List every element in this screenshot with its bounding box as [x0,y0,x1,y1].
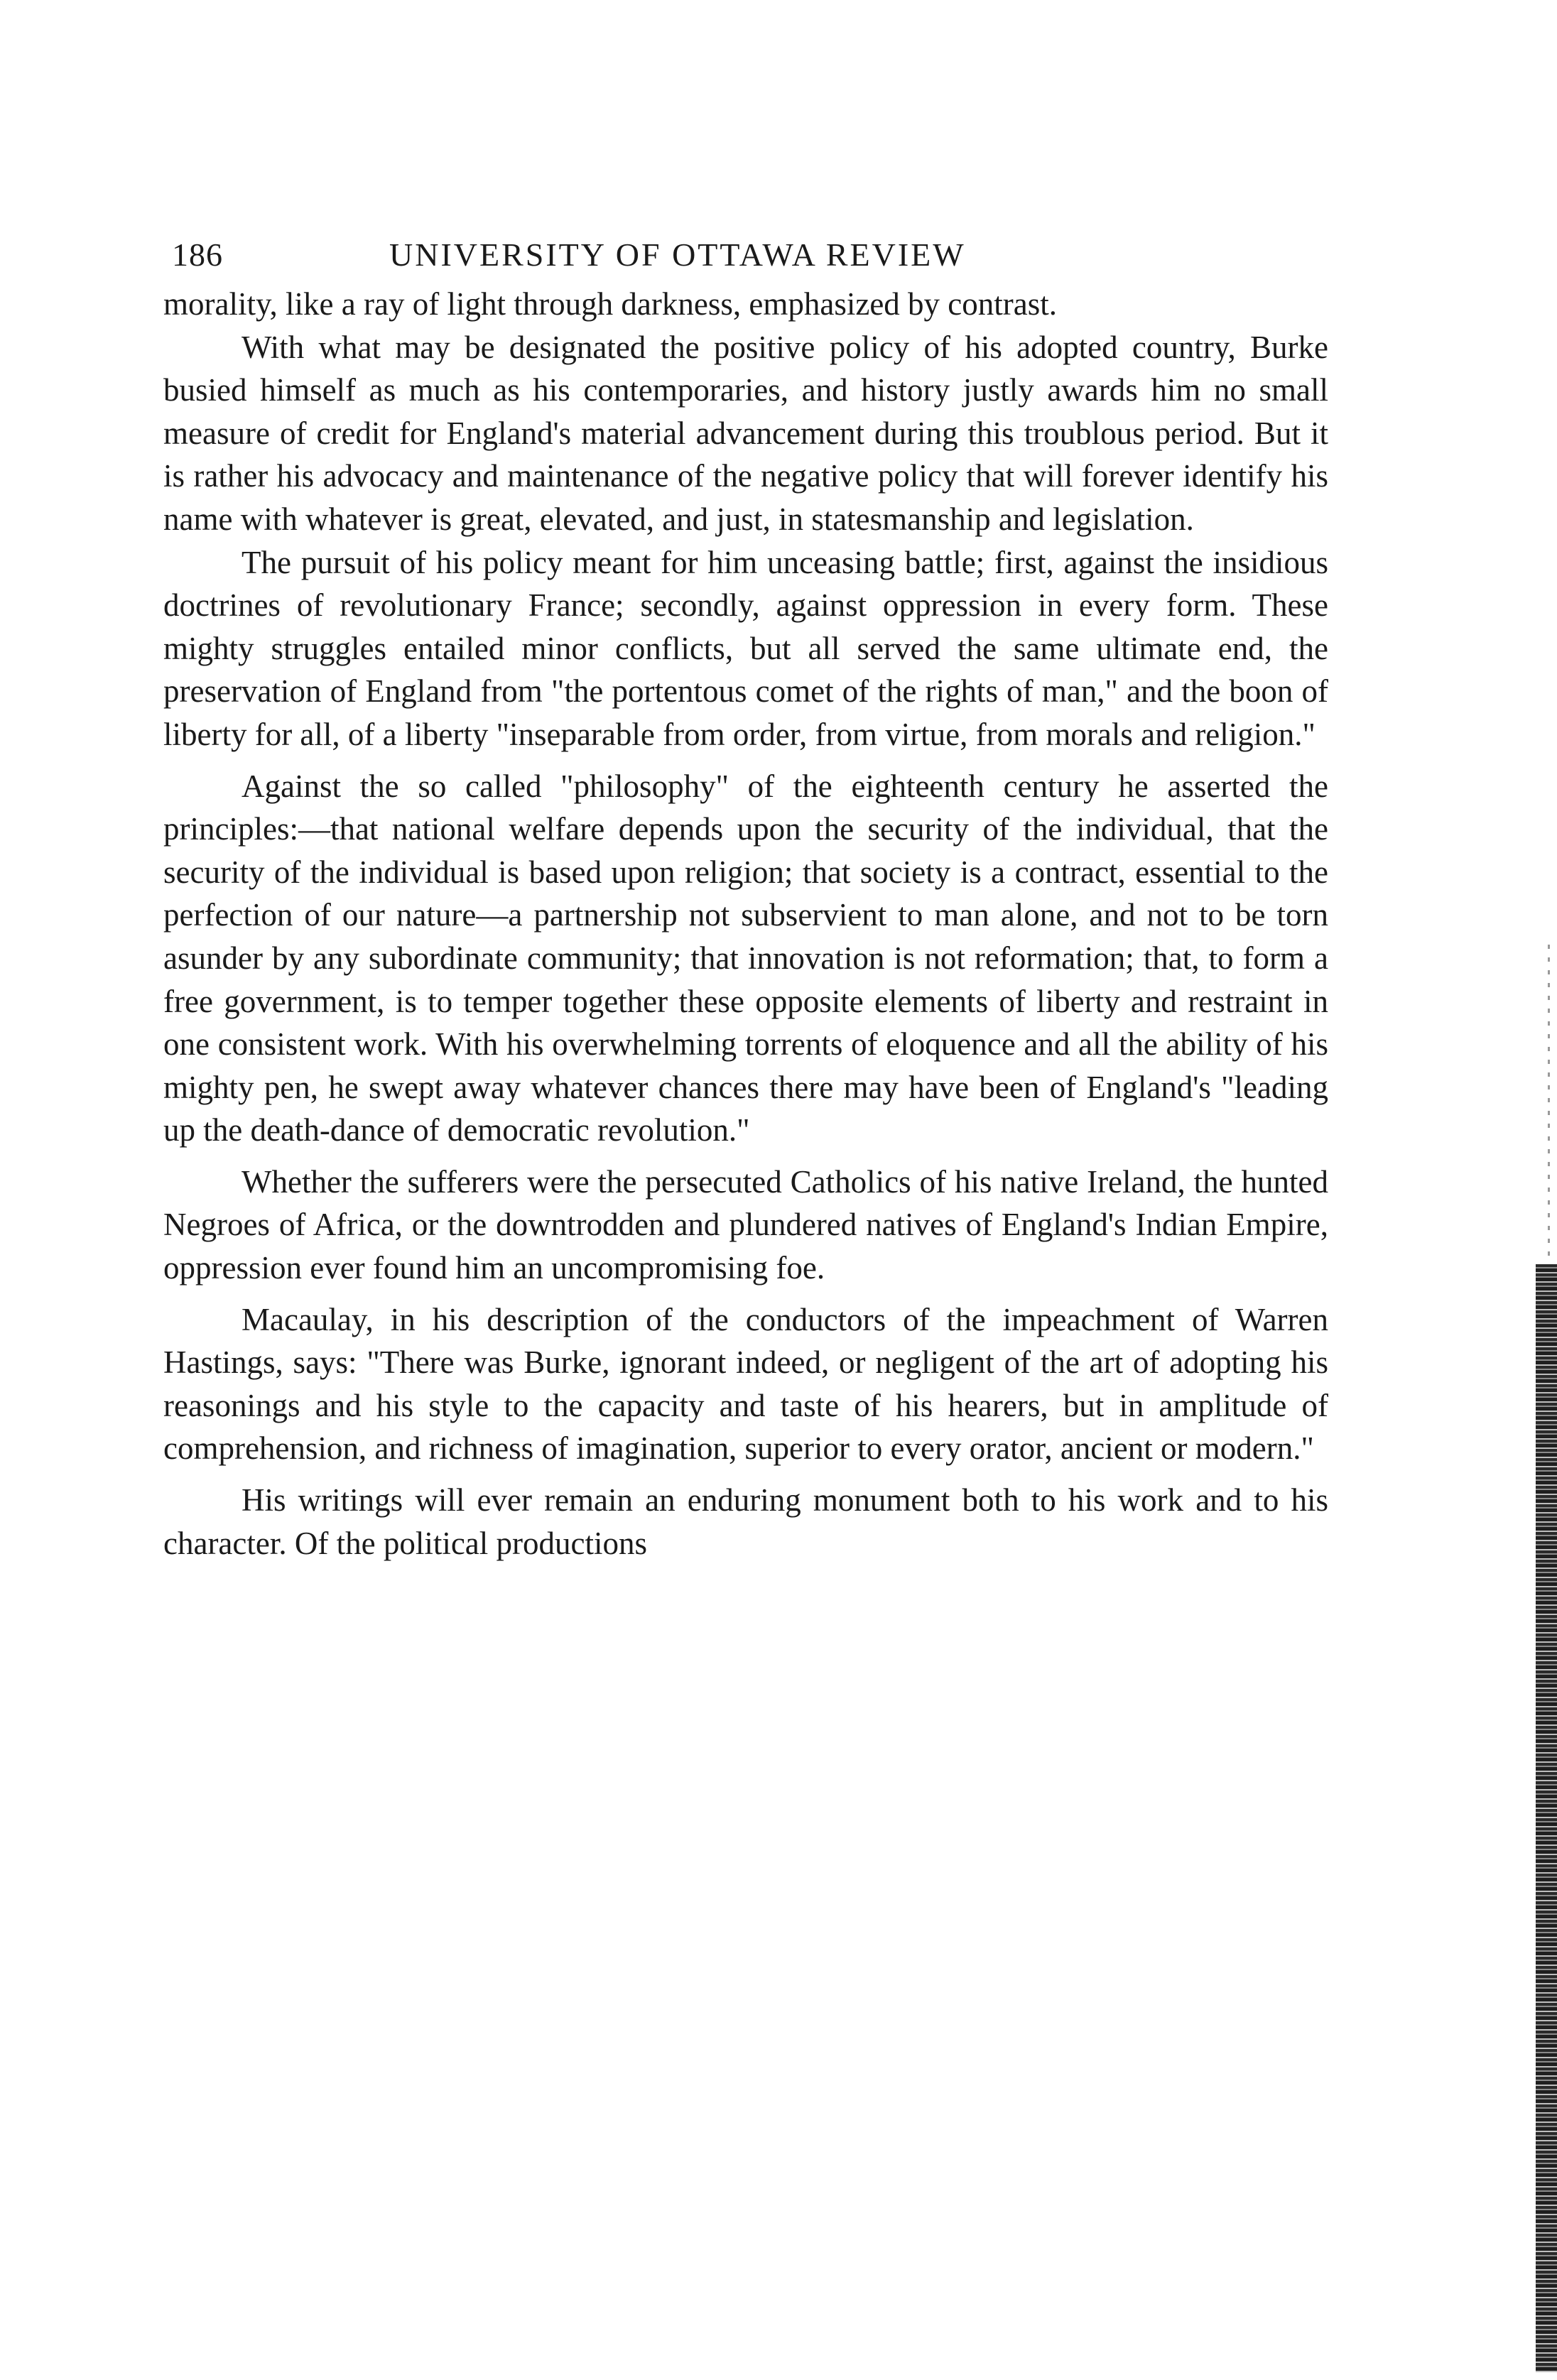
article-body [163,283,1328,1565]
paragraph-continued: morality, like a ray of light through darkness, emphasized by contrast. [163,286,1058,322]
paragraph-writings: His writings will ever remain an enduring monument both to his work and to his character. Of the political productions [163,1482,1328,1561]
page-number: 186 [172,237,223,273]
paragraph-philosophy: Against the so called "philosophy" of the eighteenth century he asserted the principles:—that national welfare depends upon the security of the individual, that the security of the individual is based upon religion; that society is a contract, essential to the perfection of our nature—a partnership not subservient to man alone, and not to be torn asunder by any subordinate community; that innovation is not reformation; that, to form a free government, is to temper together these opposite elements of liberty and restraint in one consistent work. With his overwhelming torrents of eloquence and all the ability of his mighty pen, he swept away whatever chances there may have been of England's "leading up the death-dance of democratic revolution." [163,768,1328,1148]
paragraph-positive-policy: With what may be designated the positive policy of his adopted country, Burke busied himself as much as his contemporaries, and history justly awards him no small measure of credit for England's material advancement during this troublous period. But it is rather his advocacy and maintenance of the negative policy that will forever identify his name with whatever is great, elevated, and just, in statesmanship and legislation. [163,329,1328,537]
journal-title: UNIVERSITY OF OTTAWA REVIEW [389,237,966,273]
paragraph-pursuit-of-policy: The pursuit of his policy meant for him unceasing battle; first, against the insidious doctrines of revolutionary France; secondly, against oppression in every form. These mighty struggles entailed minor conflicts, but all served the same ultimate end, the preservation of England from "the portentous comet of the rights of man," and the boon of liberty for all, of a liberty "inseparable from order, from virtue, from morals and religion." [163,544,1328,752]
paragraph-sufferers: Whether the sufferers were the persecuted Catholics of his native Ireland, the hunted Negroes of Africa, or the downtrodden and plundered natives of England's Indian Empire, oppression ever found him an uncompromising foe. [163,1163,1328,1286]
scan-binding-edge [1536,1264,1557,2372]
scan-binding-edge-faint [1548,945,1550,1264]
paragraph-macaulay-quote: Macaulay, in his description of the conductors of the impeachment of Warren Hastings, says: "There was Burke, ignorant indeed, or negligent of the art of adopting his reasonings and his style to the capacity and taste of his hearers, but in amplitude of comprehension, and richness of imagination, superior to every orator, ancient or modern." [163,1301,1328,1467]
